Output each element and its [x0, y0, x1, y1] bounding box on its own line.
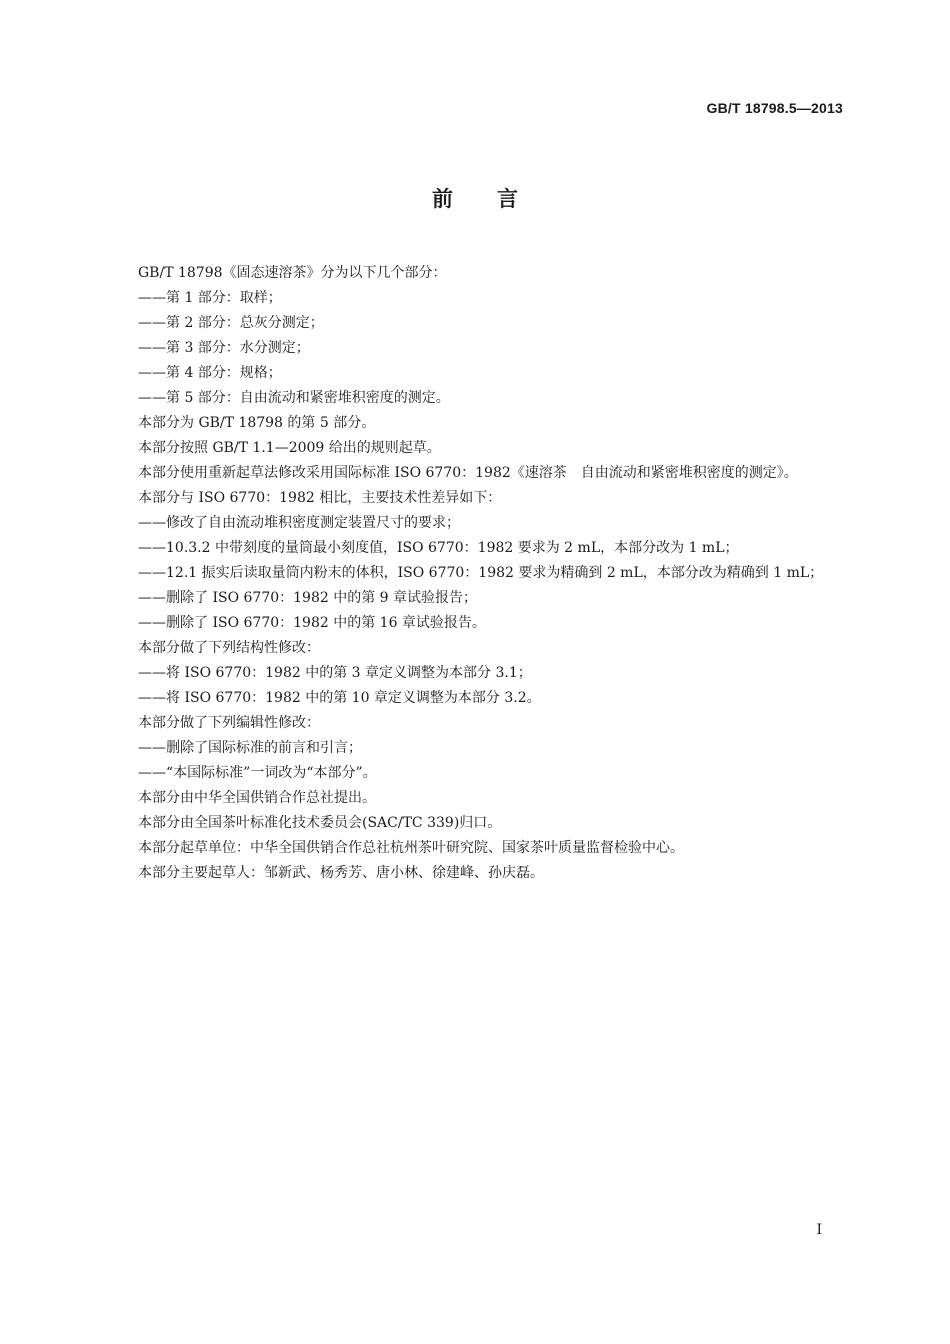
list-item-difference-4: ——删除了 ISO 6770：1982 中的第 9 章试验报告； — [138, 590, 478, 606]
paragraph-proposed-by: 本部分由中华全国供销合作总社提出。 — [138, 790, 376, 806]
paragraph-part-statement: 本部分为 GB/T 18798 的第 5 部分。 — [138, 415, 376, 431]
list-item-editorial-2: ——“本国际标准”一词改为“本部分”。 — [138, 765, 377, 781]
paragraph-drafters: 本部分主要起草人：邹新武、杨秀芳、唐小林、徐建峰、孙庆磊。 — [138, 865, 544, 881]
list-item-difference-3: ——12.1 振实后读取量筒内粉末的体积，ISO 6770：1982 要求为精确到 2 mL，本部分改为精确到 1 mL； — [138, 565, 824, 581]
list-item-editorial-1: ——删除了国际标准的前言和引言； — [138, 740, 362, 756]
paragraph-technical-differences: 本部分与 ISO 6770：1982 相比，主要技术性差异如下： — [138, 490, 502, 506]
list-item-difference-1: ——修改了自由流动堆积密度测定装置尺寸的要求； — [138, 515, 460, 531]
paragraph-iso-adoption: 本部分使用重新起草法修改采用国际标准 ISO 6770：1982《速溶茶 自由流动和紧密堆积密度的测定》。 — [138, 465, 798, 481]
list-item-part-5: ——第 5 部分：自由流动和紧密堆积密度的测定。 — [138, 390, 450, 406]
page-title: 前言 — [432, 187, 562, 211]
list-item-part-2: ——第 2 部分：总灰分测定； — [138, 315, 324, 331]
paragraph-editorial-changes: 本部分做了下列编辑性修改： — [138, 715, 320, 731]
paragraph-drafting-units: 本部分起草单位：中华全国供销合作总社杭州茶叶研究院、国家茶叶质量监督检验中心。 — [138, 840, 684, 856]
paragraph-drafting-rules: 本部分按照 GB/T 1.1—2009 给出的规则起草。 — [138, 440, 441, 456]
standard-code: GB/T 18798.5—2013 — [706, 100, 843, 116]
paragraph-structural-changes: 本部分做了下列结构性修改： — [138, 640, 320, 656]
page-number: I — [816, 1222, 822, 1238]
foreword-body — [110, 261, 845, 886]
list-item-difference-2: ——10.3.2 中带刻度的量筒最小刻度值，ISO 6770：1982 要求为 2 mL，本部分改为 1 mL； — [138, 540, 739, 556]
paragraph-intro: GB/T 18798《固态速溶茶》分为以下几个部分： — [138, 265, 447, 281]
list-item-structural-1: ——将 ISO 6770：1982 中的第 3 章定义调整为本部分 3.1； — [138, 665, 532, 681]
list-item-part-4: ——第 4 部分：规格； — [138, 365, 282, 381]
list-item-part-1: ——第 1 部分：取样； — [138, 290, 282, 306]
list-item-structural-2: ——将 ISO 6770：1982 中的第 10 章定义调整为本部分 3.2。 — [138, 690, 541, 706]
list-item-difference-5: ——删除了 ISO 6770：1982 中的第 16 章试验报告。 — [138, 615, 486, 631]
list-item-part-3: ——第 3 部分：水分测定； — [138, 340, 310, 356]
paragraph-under-jurisdiction: 本部分由全国茶叶标准化技术委员会(SAC/TC 339)归口。 — [138, 815, 502, 831]
